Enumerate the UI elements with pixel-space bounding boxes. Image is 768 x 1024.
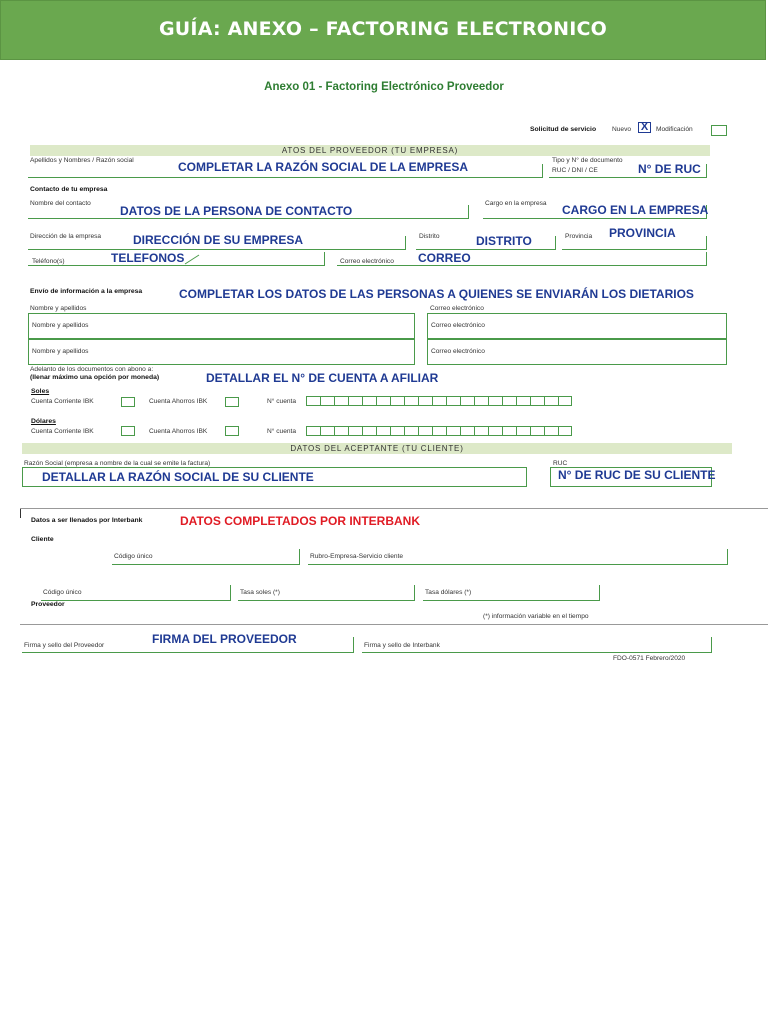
nombre-contacto-value: DATOS DE LA PERSONA DE CONTACTO bbox=[120, 204, 353, 218]
soles-ca-label: Cuenta Ahorros IBK bbox=[149, 398, 208, 405]
aceptante-ruc-label: RUC bbox=[553, 460, 568, 467]
tipo-doc-label: Tipo y N° de documento bbox=[552, 157, 623, 164]
correo-label: Correo electrónico bbox=[340, 258, 394, 265]
interbank-corner-mark bbox=[20, 508, 21, 518]
envio-row-1-correo[interactable] bbox=[427, 313, 727, 339]
interbank-value: DATOS COMPLETADOS POR INTERBANK bbox=[180, 514, 421, 528]
provincia-value: PROVINCIA bbox=[609, 226, 676, 240]
contacto-heading: Contacto de tu empresa bbox=[30, 186, 108, 193]
dolares-ca-label: Cuenta Ahorros IBK bbox=[149, 428, 208, 435]
tipo-doc-value: N° DE RUC bbox=[638, 162, 701, 176]
tasa-dolares-label: Tasa dólares (*) bbox=[425, 589, 472, 596]
envio-row-2-correo[interactable] bbox=[427, 339, 727, 365]
dolares-heading: Dólares bbox=[31, 418, 56, 425]
firma-proveedor-label: Firma y sello del Proveedor bbox=[24, 642, 105, 649]
telefono-label: Teléfono(s) bbox=[32, 258, 65, 265]
nuevo-checkbox[interactable]: X bbox=[638, 122, 651, 133]
aceptante-razon-label: Razón Social (empresa a nombre de la cual se emite la factura) bbox=[24, 460, 211, 467]
modificacion-label: Modificación bbox=[656, 126, 693, 133]
envio-row-2-nombre-label: Nombre y apellidos bbox=[32, 348, 89, 355]
correo-value: CORREO bbox=[418, 251, 471, 265]
soles-cc-checkbox[interactable] bbox=[121, 397, 135, 407]
solicitud-label: Solicitud de servicio bbox=[530, 126, 597, 133]
envio-row-1-nombre[interactable] bbox=[28, 313, 415, 339]
envio-value: COMPLETAR LOS DATOS DE LAS PERSONAS A QUIENES SE ENVIARÁN LOS DIETARIOS bbox=[179, 287, 694, 301]
razon-social-label: Apellidos y Nombres / Razón social bbox=[30, 157, 134, 164]
page-title: GUÍA: ANEXO – FACTORING ELECTRONICO bbox=[159, 18, 607, 40]
soles-ca-checkbox[interactable] bbox=[225, 397, 239, 407]
section-band-aceptante: DATOS DEL ACEPTANTE (TU CLIENTE) bbox=[22, 443, 732, 454]
rubro-field[interactable] bbox=[308, 549, 728, 565]
dolares-cc-checkbox[interactable] bbox=[121, 426, 135, 436]
abono-label-1: Adelanto de los documentos con abono a: bbox=[30, 366, 154, 373]
tasa-soles-label: Tasa soles (*) bbox=[240, 589, 280, 596]
dolares-cc-label: Cuenta Corriente IBK bbox=[31, 428, 94, 435]
envio-correo-header: Correo electrónico bbox=[430, 305, 484, 312]
aceptante-razon-value: DETALLAR LA RAZÓN SOCIAL DE SU CLIENTE bbox=[42, 470, 314, 484]
slash-mark bbox=[182, 253, 202, 265]
abono-value: DETALLAR EL N° DE CUENTA A AFILIAR bbox=[206, 371, 439, 385]
form-code: FDO-0571 Febrero/2020 bbox=[613, 655, 686, 662]
soles-account-cells[interactable] bbox=[306, 396, 572, 406]
soles-cc-label: Cuenta Corriente IBK bbox=[31, 398, 94, 405]
correo-field[interactable] bbox=[337, 252, 707, 266]
dolares-ca-checkbox[interactable] bbox=[225, 426, 239, 436]
proveedor-codigo-field[interactable] bbox=[41, 585, 231, 601]
tasa-soles-field[interactable] bbox=[238, 585, 415, 601]
soles-nro-cuenta-label: N° cuenta bbox=[267, 398, 297, 405]
envio-row-1-correo-label: Correo electrónico bbox=[431, 322, 485, 329]
dolares-account-cells[interactable] bbox=[306, 426, 572, 436]
telefono-value: TELEFONOS bbox=[111, 251, 185, 265]
cargo-value: CARGO EN LA EMPRESA bbox=[562, 203, 709, 217]
distrito-value: DISTRITO bbox=[476, 234, 532, 248]
tipo-doc-sub: RUC / DNI / CE bbox=[552, 167, 598, 174]
firma-proveedor-value: FIRMA DEL PROVEEDOR bbox=[152, 632, 297, 646]
modificacion-checkbox[interactable] bbox=[711, 125, 727, 136]
distrito-label: Distrito bbox=[419, 233, 440, 240]
proveedor-label: Proveedor bbox=[31, 601, 65, 608]
firma-interbank-label: Firma y sello de Interbank bbox=[364, 642, 440, 649]
dolares-nro-cuenta-label: N° cuenta bbox=[267, 428, 297, 435]
cliente-label: Cliente bbox=[31, 536, 54, 543]
direccion-label: Dirección de la empresa bbox=[30, 233, 102, 240]
envio-row-2-nombre[interactable] bbox=[28, 339, 415, 365]
firma-interbank-field[interactable] bbox=[362, 637, 712, 653]
cargo-label: Cargo en la empresa bbox=[485, 200, 547, 207]
tasa-dolares-field[interactable] bbox=[423, 585, 600, 601]
envio-nombre-header: Nombre y apellidos bbox=[30, 305, 87, 312]
header-banner bbox=[0, 0, 766, 60]
interbank-bottom-divider bbox=[20, 624, 768, 625]
interbank-top-divider bbox=[20, 508, 768, 509]
razon-social-value: COMPLETAR LA RAZÓN SOCIAL DE LA EMPRESA bbox=[178, 160, 469, 174]
abono-label-2: (llenar máximo una opción por moneda) bbox=[30, 374, 160, 381]
envio-heading: Envío de información a la empresa bbox=[30, 288, 143, 295]
interbank-heading: Datos a ser llenados por Interbank bbox=[31, 517, 143, 524]
cliente-codigo-field[interactable] bbox=[112, 549, 300, 565]
soles-heading: Soles bbox=[31, 388, 50, 395]
direccion-value: DIRECCIÓN DE SU EMPRESA bbox=[133, 233, 304, 247]
rubro-label: Rubro-Empresa-Servicio cliente bbox=[310, 553, 404, 560]
nota-variable: (*) información variable en el tiempo bbox=[483, 613, 589, 620]
envio-row-2-correo-label: Correo electrónico bbox=[431, 348, 485, 355]
nombre-contacto-label: Nombre del contacto bbox=[30, 200, 91, 207]
envio-row-1-nombre-label: Nombre y apellidos bbox=[32, 322, 89, 329]
section-band-proveedor: ATOS DEL PROVEEDOR (TU EMPRESA) bbox=[30, 145, 710, 156]
aceptante-ruc-value: N° DE RUC DE SU CLIENTE bbox=[558, 468, 716, 482]
provincia-label: Provincia bbox=[565, 233, 593, 240]
proveedor-codigo-label: Código único bbox=[43, 589, 82, 596]
form-subtitle: Anexo 01 - Factoring Electrónico Proveedor bbox=[264, 81, 504, 93]
cliente-codigo-label: Código único bbox=[114, 553, 153, 560]
nuevo-label: Nuevo bbox=[612, 126, 632, 133]
